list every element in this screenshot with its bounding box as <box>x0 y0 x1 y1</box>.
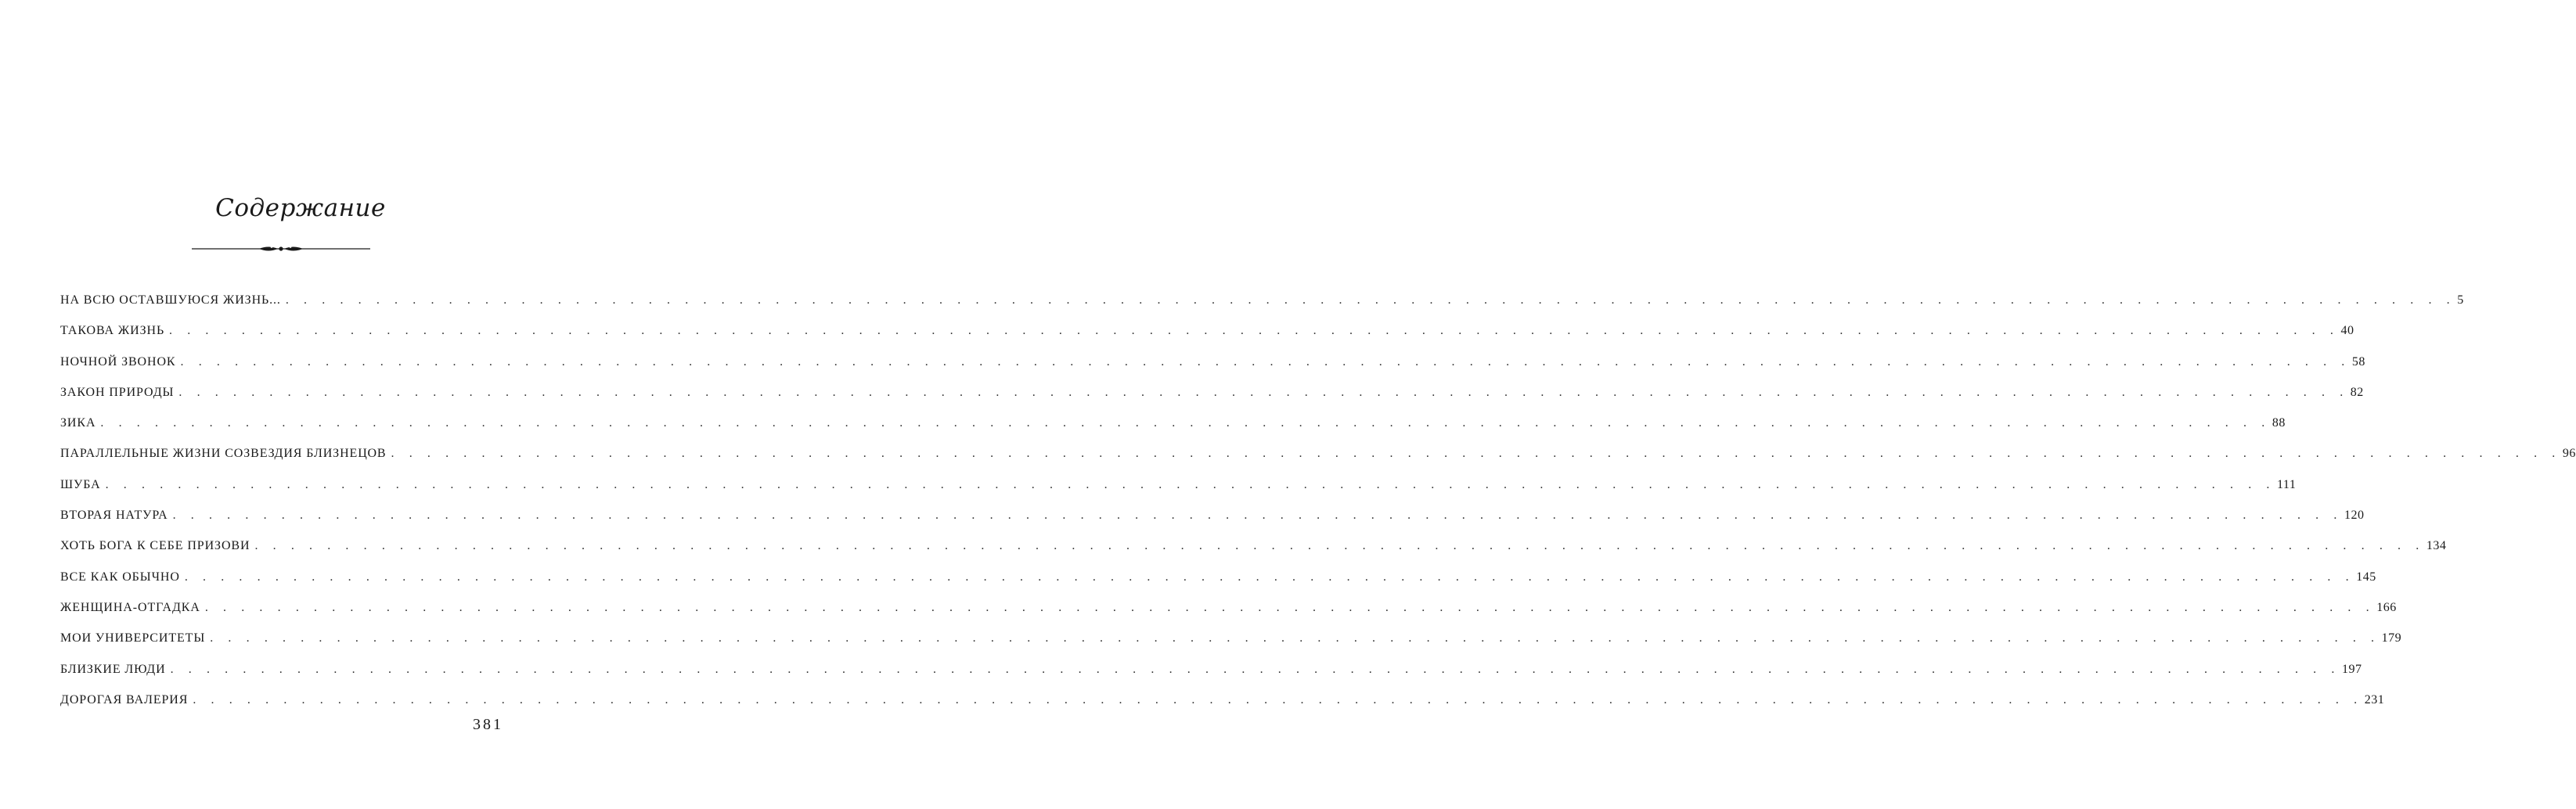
toc-entry-title: ЖЕНЩИНА-ОТГАДКА <box>60 600 200 614</box>
toc-leader-dots: . . . . . . . . . . . . . . . . . . . . . . . . . . . . . . . . . . . . . . . . . . . . . . . . . . . . . . . . . . . . . . . . . . . . . . . . . . . . . . . . . . . . . . . . . . . . . . . . . . . . . . . . . . . . . . . . . . . . . . . . <box>170 662 2340 676</box>
toc-entry-page: 96 <box>2562 447 2576 461</box>
toc-entry <box>60 623 2402 653</box>
toc-entry <box>60 408 2286 438</box>
toc-entry <box>60 315 2354 346</box>
toc-entry <box>60 562 2376 592</box>
toc-entry <box>60 438 2576 469</box>
toc-entry-title: ШУБА <box>60 477 101 491</box>
toc-entry <box>60 685 2385 715</box>
ornament-divider <box>192 239 370 259</box>
toc-entry-title: БЛИЗКИЕ ЛЮДИ <box>60 662 166 676</box>
toc-entry <box>60 377 2364 408</box>
toc-entry-page: 197 <box>2341 662 2362 676</box>
toc-leader-dots: . . . . . . . . . . . . . . . . . . . . . . . . . . . . . . . . . . . . . . . . . . . . . . . . . . . . . . . . . . . . . . . . . . . . . . . . . . . . . . . . . . . . . . . . . . . . . . . . . . . . . . . . . . . . . . . . . . . . . . . . <box>184 570 2355 584</box>
toc-entry <box>60 654 2362 685</box>
toc-leader-dots: . . . . . . . . . . . . . . . . . . . . . . . . . . . . . . . . . . . . . . . . . . . . . . . . . . . . . . . . . . . . . . . . . . . . . . . . . . . . . . . . . . . . . . . . . . . . . . . . . . . . . . . . . . . . . . . . . . . . . . . . <box>285 293 2456 307</box>
toc-entry-page: 58 <box>2351 354 2365 369</box>
toc-entry-title: ВТОРАЯ НАТУРА <box>60 509 168 523</box>
toc-leader-dots: . . . . . . . . . . . . . . . . . . . . . . . . . . . . . . . . . . . . . . . . . . . . . . . . . . . . . . . . . . . . . . . . . . . . . . . . . . . . . . . . . . . . . . . . . . . . . . . . . . . . . . . . . . . . . . . . . . . . . . . . <box>193 692 2363 707</box>
toc-entry-page: 166 <box>2376 600 2397 614</box>
toc-leader-dots: . . . . . . . . . . . . . . . . . . . . . . . . . . . . . . . . . . . . . . . . . . . . . . . . . . . . . . . . . . . . . . . . . . . . . . . . . . . . . . . . . . . . . . . . . . . . . . . . . . . . . . . . . . . . . . . . . . . . . . . . <box>178 385 2349 399</box>
toc-entry <box>60 285 2464 315</box>
toc-entry-title: НОЧНОЙ ЗВОНОК <box>60 354 176 369</box>
toc-entry-title: ВСЕ КАК ОБЫЧНО <box>60 570 180 584</box>
page-number: 381 <box>473 716 503 733</box>
toc-entry-title: ПАРАЛЛЕЛЬНЫЕ ЖИЗНИ СОЗВЕЗДИЯ БЛИЗНЕЦОВ <box>60 447 387 461</box>
toc-leader-dots: . . . . . . . . . . . . . . . . . . . . . . . . . . . . . . . . . . . . . . . . . . . . . . . . . . . . . . . . . . . . . . . . . . . . . . . . . . . . . . . . . . . . . . . . . . . . . . . . . . . . . . . . . . . . . . . . . . . . . . . . <box>210 631 2380 645</box>
toc-leader-dots: . . . . . . . . . . . . . . . . . . . . . . . . . . . . . . . . . . . . . . . . . . . . . . . . . . . . . . . . . . . . . . . . . . . . . . . . . . . . . . . . . . . . . . . . . . . . . . . . . . . . . . . . . . . . . . . . . . . . . . . . <box>169 324 2340 338</box>
toc-entry <box>60 469 2297 500</box>
toc-leader-dots: . . . . . . . . . . . . . . . . . . . . . . . . . . . . . . . . . . . . . . . . . . . . . . . . . . . . . . . . . . . . . . . . . . . . . . . . . . . . . . . . . . . . . . . . . . . . . . . . . . . . . . . . . . . . . . . . . . . . . . . . <box>254 539 2425 553</box>
toc-entry <box>60 500 2365 530</box>
toc-entry-page: 134 <box>2426 539 2447 553</box>
toc-leader-dots: . . . . . . . . . . . . . . . . . . . . . . . . . . . . . . . . . . . . . . . . . . . . . . . . . . . . . . . . . . . . . . . . . . . . . . . . . . . . . . . . . . . . . . . . . . . . . . . . . . . . . . . . . . . . . . . . . . . . . . . . <box>100 416 2271 430</box>
toc-entry-page: 88 <box>2272 416 2286 430</box>
toc-entry-title: ТАКОВА ЖИЗНЬ <box>60 324 165 338</box>
toc-leader-dots: . . . . . . . . . . . . . . . . . . . . . . . . . . . . . . . . . . . . . . . . . . . . . . . . . . . . . . . . . . . . . . . . . . . . . . . . . . . . . . . . . . . . . . . . . . . . . . . . . . . . . . . . . . . . . . . . . . . . . . . . <box>172 509 2343 523</box>
toc-entry-title: ЗИКА <box>60 416 96 430</box>
toc-entry-title: МОИ УНИВЕРСИТЕТЫ <box>60 631 206 645</box>
toc-entry-page: 231 <box>2364 692 2385 707</box>
toc-entry-title: ХОТЬ БОГА К СЕБЕ ПРИЗОВИ <box>60 539 250 553</box>
toc-entry-page: 145 <box>2356 570 2376 584</box>
toc-entry <box>60 592 2397 623</box>
toc-leader-dots: . . . . . . . . . . . . . . . . . . . . . . . . . . . . . . . . . . . . . . . . . . . . . . . . . . . . . . . . . . . . . . . . . . . . . . . . . . . . . . . . . . . . . . . . . . . . . . . . . . . . . . . . . . . . . . . . . . . . . . . . <box>204 600 2376 614</box>
toc-entry-title: ЗАКОН ПРИРОДЫ <box>60 385 175 399</box>
table-of-contents <box>60 285 2576 715</box>
toc-entry-title: ДОРОГАЯ ВАЛЕРИЯ <box>60 692 189 707</box>
toc-leader-dots: . . . . . . . . . . . . . . . . . . . . . . . . . . . . . . . . . . . . . . . . . . . . . . . . . . . . . . . . . . . . . . . . . . . . . . . . . . . . . . . . . . . . . . . . . . . . . . . . . . . . . . . . . . . . . . . . . . . . . . . . <box>391 447 2561 461</box>
toc-entry-title: НА ВСЮ ОСТАВШУЮСЯ ЖИЗНЬ... <box>60 293 281 307</box>
toc-entry-page: 82 <box>2350 385 2364 399</box>
toc-leader-dots: . . . . . . . . . . . . . . . . . . . . . . . . . . . . . . . . . . . . . . . . . . . . . . . . . . . . . . . . . . . . . . . . . . . . . . . . . . . . . . . . . . . . . . . . . . . . . . . . . . . . . . . . . . . . . . . . . . . . . . . . <box>105 477 2276 491</box>
toc-entry <box>60 347 2365 377</box>
toc-entry-page: 40 <box>2340 324 2354 338</box>
toc-entry-page: 120 <box>2344 509 2365 523</box>
toc-entry-page: 111 <box>2277 477 2297 491</box>
page-title: Содержание <box>215 194 386 222</box>
toc-entry <box>60 530 2447 561</box>
toc-leader-dots: . . . . . . . . . . . . . . . . . . . . . . . . . . . . . . . . . . . . . . . . . . . . . . . . . . . . . . . . . . . . . . . . . . . . . . . . . . . . . . . . . . . . . . . . . . . . . . . . . . . . . . . . . . . . . . . . . . . . . . . . <box>180 354 2351 369</box>
toc-entry-page: 179 <box>2381 631 2402 645</box>
toc-entry-page: 5 <box>2457 293 2464 307</box>
